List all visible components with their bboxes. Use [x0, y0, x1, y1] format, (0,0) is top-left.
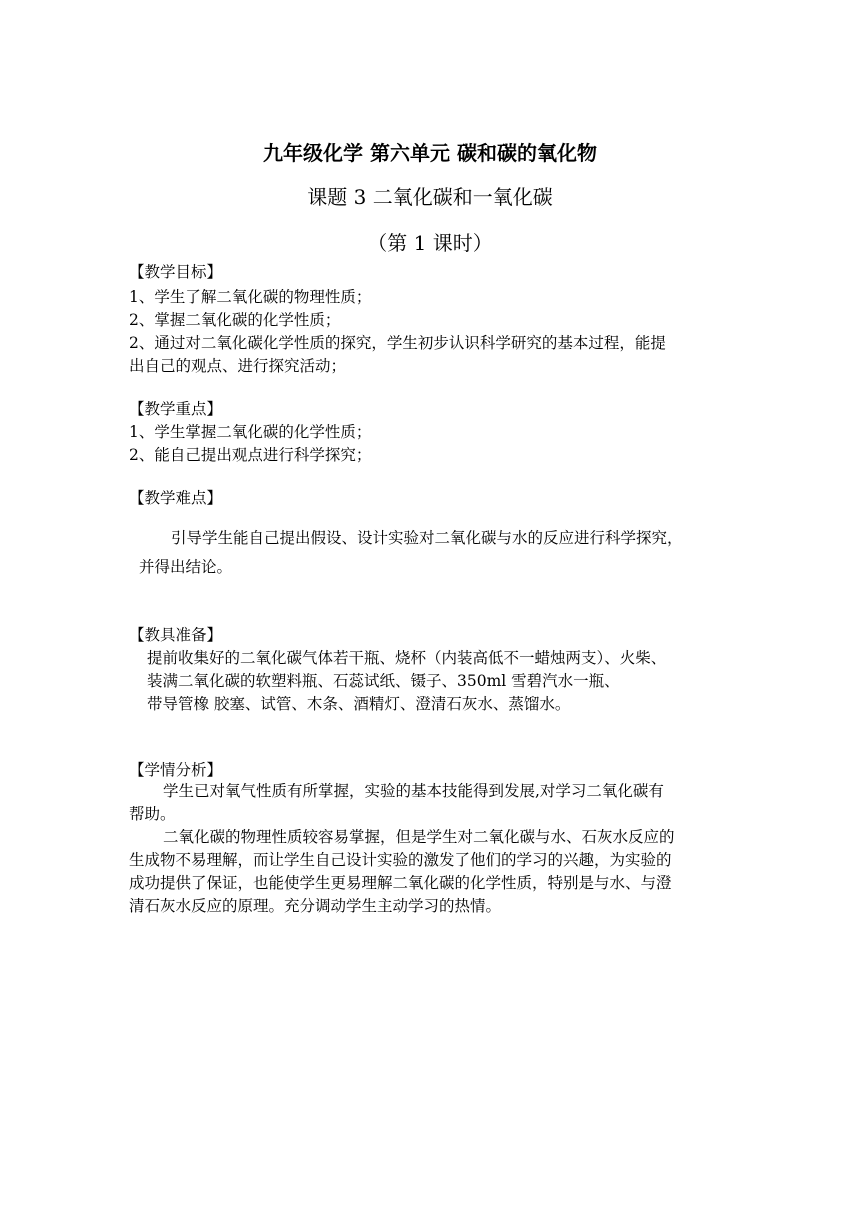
objective-item: 2、掌握二氧化碳的化学性质； [129, 311, 341, 329]
analysis-text: 成功提供了保证，也能使学生更易理解二氧化碳的化学性质，特别是与水、与澄 [129, 874, 672, 892]
difficulties-heading: 【教学难点】 [129, 489, 223, 507]
objective-item: 出自己的观点、进行探究活动； [129, 357, 347, 375]
materials-text: 带导管橡 胶塞、试管、木条、酒精灯、澄清石灰水、蒸馏水。 [147, 695, 571, 713]
analysis-text: 学生已对氧气性质有所掌握，实验的基本技能得到发展,对学习二氧化碳有 [163, 782, 664, 800]
analysis-text: 生成物不易理解，而让学生自己设计实验的激发了他们的学习的兴趣，为实验的 [129, 851, 672, 869]
lesson-subtitle: 课题 3 二氧化碳和一氧化碳 [307, 185, 553, 209]
session-label: （第 1 课时） [367, 231, 493, 255]
objectives-heading: 【教学目标】 [129, 263, 223, 281]
document-title: 九年级化学 第六单元 碳和碳的氧化物 [263, 141, 597, 165]
analysis-heading: 【学情分析】 [129, 761, 223, 779]
analysis-text: 清石灰水反应的原理。充分调动学生主动学习的热情。 [129, 897, 502, 915]
materials-text: 提前收集好的二氧化碳气体若干瓶、烧杯（内装高低不一蜡烛两支）、火柴、 [147, 649, 667, 667]
key-point-item: 2、能自己提出观点进行科学探究； [129, 446, 372, 464]
materials-text: 装满二氧化碳的软塑料瓶、石蕊试纸、镊子、350ml 雪碧汽水一瓶、 [147, 672, 620, 690]
difficulties-text: 引导学生能自己提出假设、设计实验对二氧化碳与水的反应进行科学探究， [171, 529, 683, 547]
objective-item: 1、学生了解二氧化碳的物理性质； [129, 288, 372, 306]
analysis-text: 二氧化碳的物理性质较容易掌握，但是学生对二氧化碳与水、石灰水反应的 [163, 828, 675, 846]
difficulties-text: 并得出结论。 [139, 558, 233, 576]
analysis-text: 帮助。 [129, 805, 176, 823]
key-point-item: 1、学生掌握二氧化碳的化学性质； [129, 423, 372, 441]
materials-heading: 【教具准备】 [129, 626, 223, 644]
key-points-heading: 【教学重点】 [129, 400, 223, 418]
objective-item: 2、通过对二氧化碳化学性质的探究，学生初步认识科学研究的基本过程，能提 [129, 334, 666, 352]
